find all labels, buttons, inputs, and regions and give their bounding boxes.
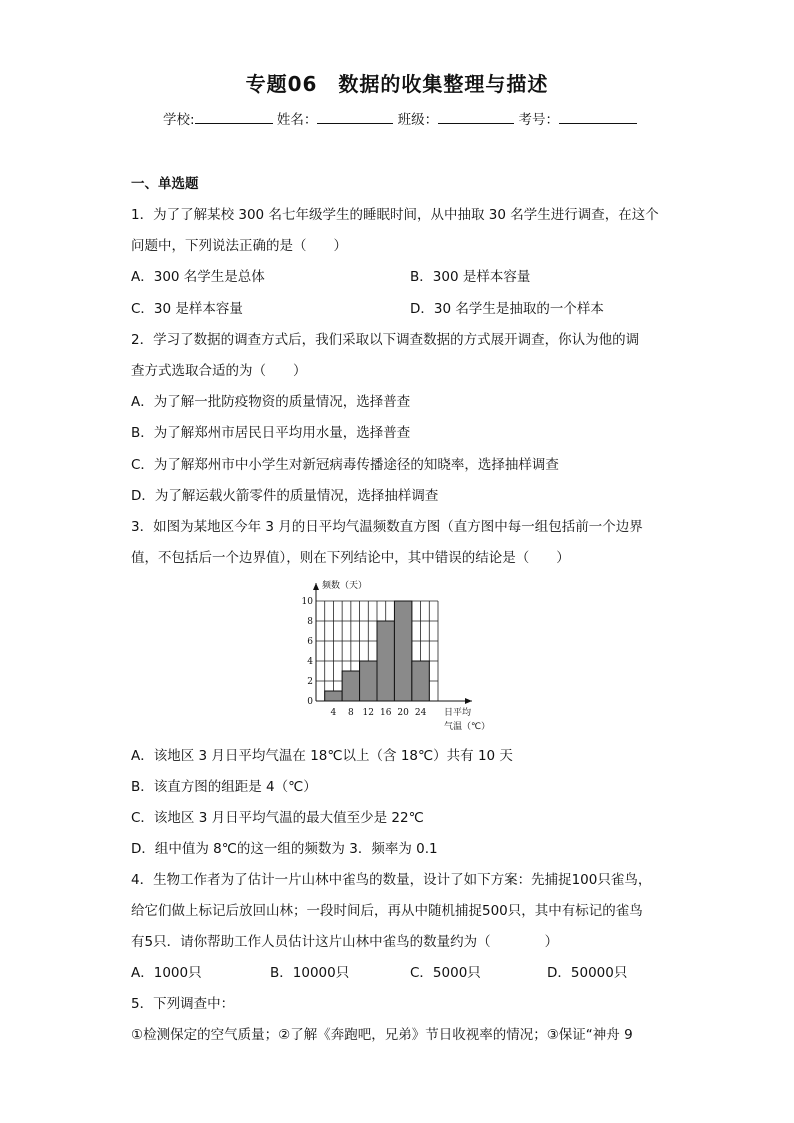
y-tick-label: 6 [307, 637, 313, 647]
class-blank[interactable] [438, 109, 514, 124]
q3-option-a: A．该地区 3 月日平均气温在 18℃以上（含 18℃）共有 10 天 [131, 748, 513, 764]
q2-stem-line1: 2．学习了数据的调查方式后，我们采取以下调查数据的方式展开调查，你认为他的调 [131, 332, 640, 348]
y-tick-label: 4 [307, 657, 313, 667]
histogram-bar [412, 661, 429, 701]
x-tick-label: 16 [379, 708, 392, 718]
histogram-bar [360, 661, 377, 701]
y-tick-label: 10 [301, 597, 313, 607]
exam-no-label: 考号： [518, 112, 559, 128]
x-tick-label: 12 [362, 708, 375, 718]
q3-option-c: C．该地区 3 月日平均气温的最大值至少是 22℃ [131, 810, 424, 826]
q1-stem-line2: 问题中，下列说法正确的是（ ） [131, 238, 347, 254]
y-axis-arrow [313, 583, 319, 590]
q2-option-a: A．为了解一批防疫物资的质量情况，选择普查 [131, 394, 411, 410]
x-tick-label: 20 [397, 708, 409, 718]
y-axis-title: 频数（天） [322, 581, 368, 591]
q3-stem-line2: 值，不包括后一个边界值），则在下列结论中，其中错误的结论是（ ） [131, 550, 570, 566]
q1-option-c: C．30 是样本容量 [131, 301, 243, 317]
origin-label: 0 [307, 697, 313, 707]
q2-option-d: D．为了解运载火箭零件的质量情况，选择抽样调查 [131, 488, 439, 504]
q3-stem-line1: 3．如图为某地区今年 3 月的日平均气温频数直方图（直方图中每一组包括前一个边界 [131, 519, 643, 535]
section-heading: 一、单选题 [131, 176, 199, 192]
histogram-bar [377, 621, 394, 701]
school-label: 学校: [163, 112, 195, 128]
q4-stem-line3: 有5只．请你帮助工作人员估计这片山林中雀鸟的数量约为（ ） [131, 934, 559, 950]
q1-stem-line1: 1．为了了解某校 300 名七年级学生的睡眠时间，从中抽取 30 名学生进行调查，在这个 [131, 207, 659, 223]
page-title: 专题06 数据的收集整理与描述 [245, 72, 549, 96]
x-axis-arrow [465, 698, 472, 704]
histogram-bar [325, 691, 342, 701]
q3-option-b: B．该直方图的组距是 4（℃） [131, 779, 317, 795]
x-axis-title-line1: 日平均 [444, 708, 472, 718]
y-tick-label: 8 [307, 617, 313, 627]
q1-option-b: B．300 是样本容量 [410, 269, 531, 285]
name-blank[interactable] [317, 109, 393, 124]
x-tick-label: 24 [414, 708, 427, 718]
q2-stem-line2: 查方式选取合适的为（ ） [131, 363, 307, 379]
q4-option-d: D．50000只 [547, 965, 628, 981]
q4-option-a: A．1000只 [131, 965, 202, 981]
exam-no-blank[interactable] [559, 109, 637, 124]
x-tick-label: 8 [347, 708, 354, 718]
q5-stem-line2: ①检测保定的空气质量；②了解《奔跑吧，兄弟》节日收视率的情况；③保证“神舟 9 [131, 1027, 633, 1043]
q1-option-d: D．30 名学生是抽取的一个样本 [410, 301, 604, 317]
name-label: 姓名： [276, 112, 318, 128]
class-label: 班级： [397, 112, 439, 128]
q4-option-c: C．5000只 [410, 965, 481, 981]
y-tick-label: 2 [307, 677, 313, 687]
temperature-histogram [296, 575, 506, 737]
q1-option-a: A．300 名学生是总体 [131, 269, 265, 285]
q4-stem-line1: 4．生物工作者为了估计一片山林中雀鸟的数量，设计了如下方案：先捕捉100只雀鸟， [131, 872, 652, 888]
histogram-bar [394, 601, 411, 701]
q2-option-c: C．为了解郑州市中小学生对新冠病毒传播途径的知晓率，选择抽样调查 [131, 457, 559, 473]
q3-option-d: D．组中值为 8℃的这一组的频数为 3．频率为 0.1 [131, 841, 438, 857]
student-info-line [163, 108, 637, 128]
q4-stem-line2: 给它们做上标记后放回山林；一段时间后，再从中随机捕捉500只，其中有标记的雀鸟 [131, 903, 643, 919]
x-axis-title-line2: 气温（℃） [444, 722, 491, 732]
school-blank[interactable] [195, 109, 273, 124]
q2-option-b: B．为了解郑州市居民日平均用水量，选择普查 [131, 425, 411, 441]
q5-stem-line1: 5．下列调查中： [131, 996, 235, 1012]
q4-option-b: B．10000只 [270, 965, 350, 981]
x-tick-label: 4 [330, 708, 337, 718]
histogram-bar [342, 671, 359, 701]
